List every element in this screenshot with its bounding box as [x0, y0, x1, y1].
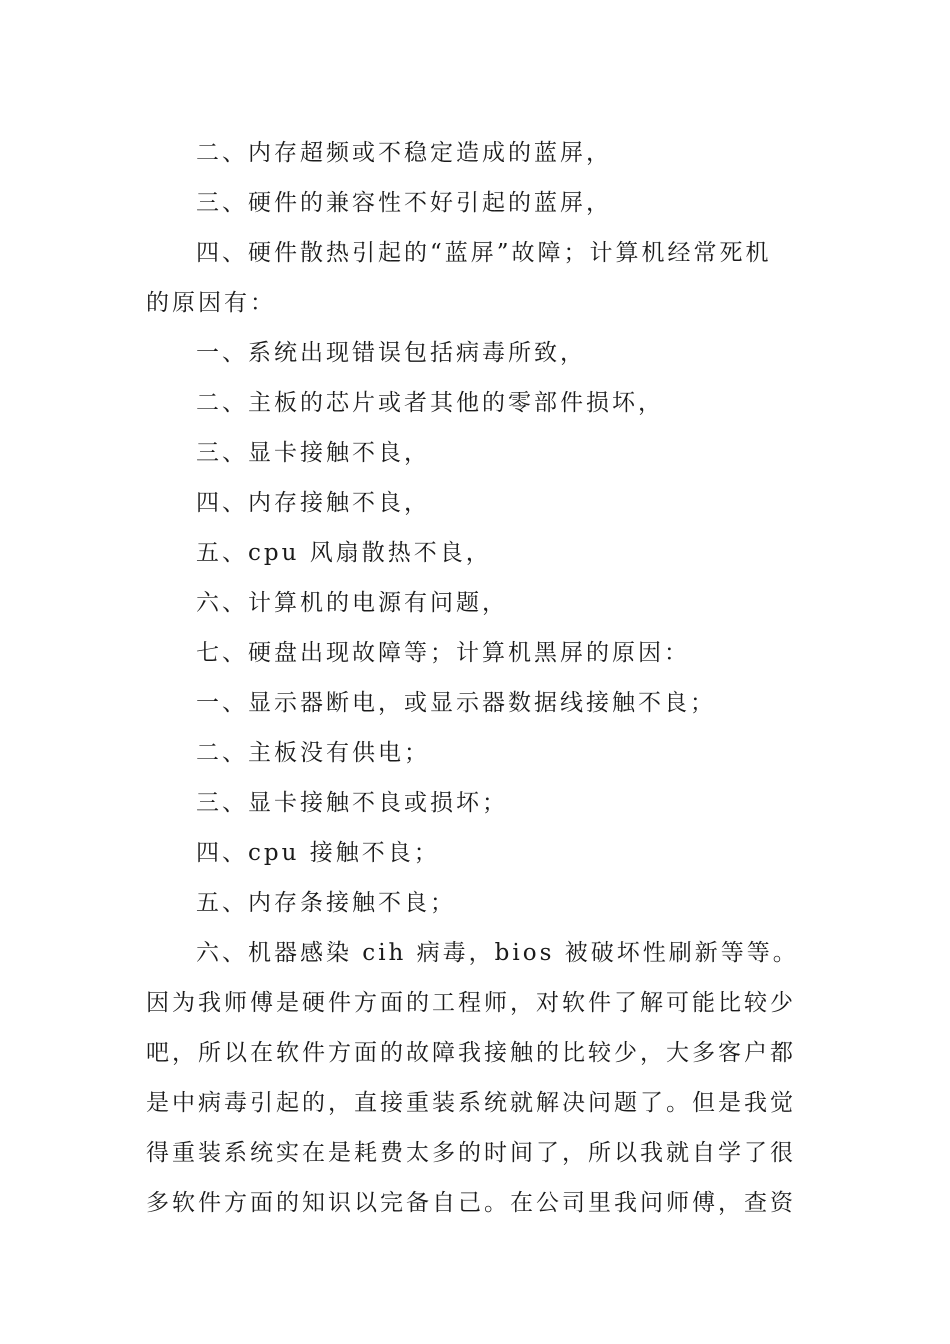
text-line: 因为我师傅是硬件方面的工程师，对软件了解可能比较少 — [146, 990, 796, 1016]
text-line: 的原因有： — [146, 290, 276, 316]
text-line: 一、显示器断电，或显示器数据线接触不良； — [196, 690, 716, 716]
text-line: 二、内存超频或不稳定造成的蓝屏， — [196, 140, 612, 166]
document-body — [146, 128, 806, 1228]
text-line: 五、cpu 风扇散热不良， — [196, 540, 492, 566]
text-line: 一、系统出现错误包括病毒所致， — [196, 340, 586, 366]
text-line: 三、显卡接触不良， — [196, 440, 430, 466]
text-line: 多软件方面的知识以完备自己。在公司里我问师傅，查资 — [146, 1190, 796, 1216]
text-line: 四、硬件散热引起的“蓝屏”故障；计算机经常死机 — [196, 240, 772, 266]
text-line: 六、机器感染 cih 病毒，bios 被破坏性刷新等等。 — [196, 940, 799, 966]
text-line: 二、主板的芯片或者其他的零部件损坏， — [196, 390, 664, 416]
text-line: 七、硬盘出现故障等；计算机黑屏的原因： — [196, 640, 690, 666]
text-line: 得重装系统实在是耗费太多的时间了，所以我就自学了很 — [146, 1140, 796, 1166]
text-line: 是中病毒引起的，直接重装系统就解决问题了。但是我觉 — [146, 1090, 796, 1116]
text-line: 四、cpu 接触不良； — [196, 840, 440, 866]
text-line: 三、显卡接触不良或损坏； — [196, 790, 508, 816]
text-line: 三、硬件的兼容性不好引起的蓝屏， — [196, 190, 612, 216]
text-line: 二、主板没有供电； — [196, 740, 430, 766]
text-line: 吧，所以在软件方面的故障我接触的比较少，大多客户都 — [146, 1040, 796, 1066]
text-line: 四、内存接触不良， — [196, 490, 430, 516]
text-line: 五、内存条接触不良； — [196, 890, 456, 916]
text-line: 六、计算机的电源有问题， — [196, 590, 508, 616]
